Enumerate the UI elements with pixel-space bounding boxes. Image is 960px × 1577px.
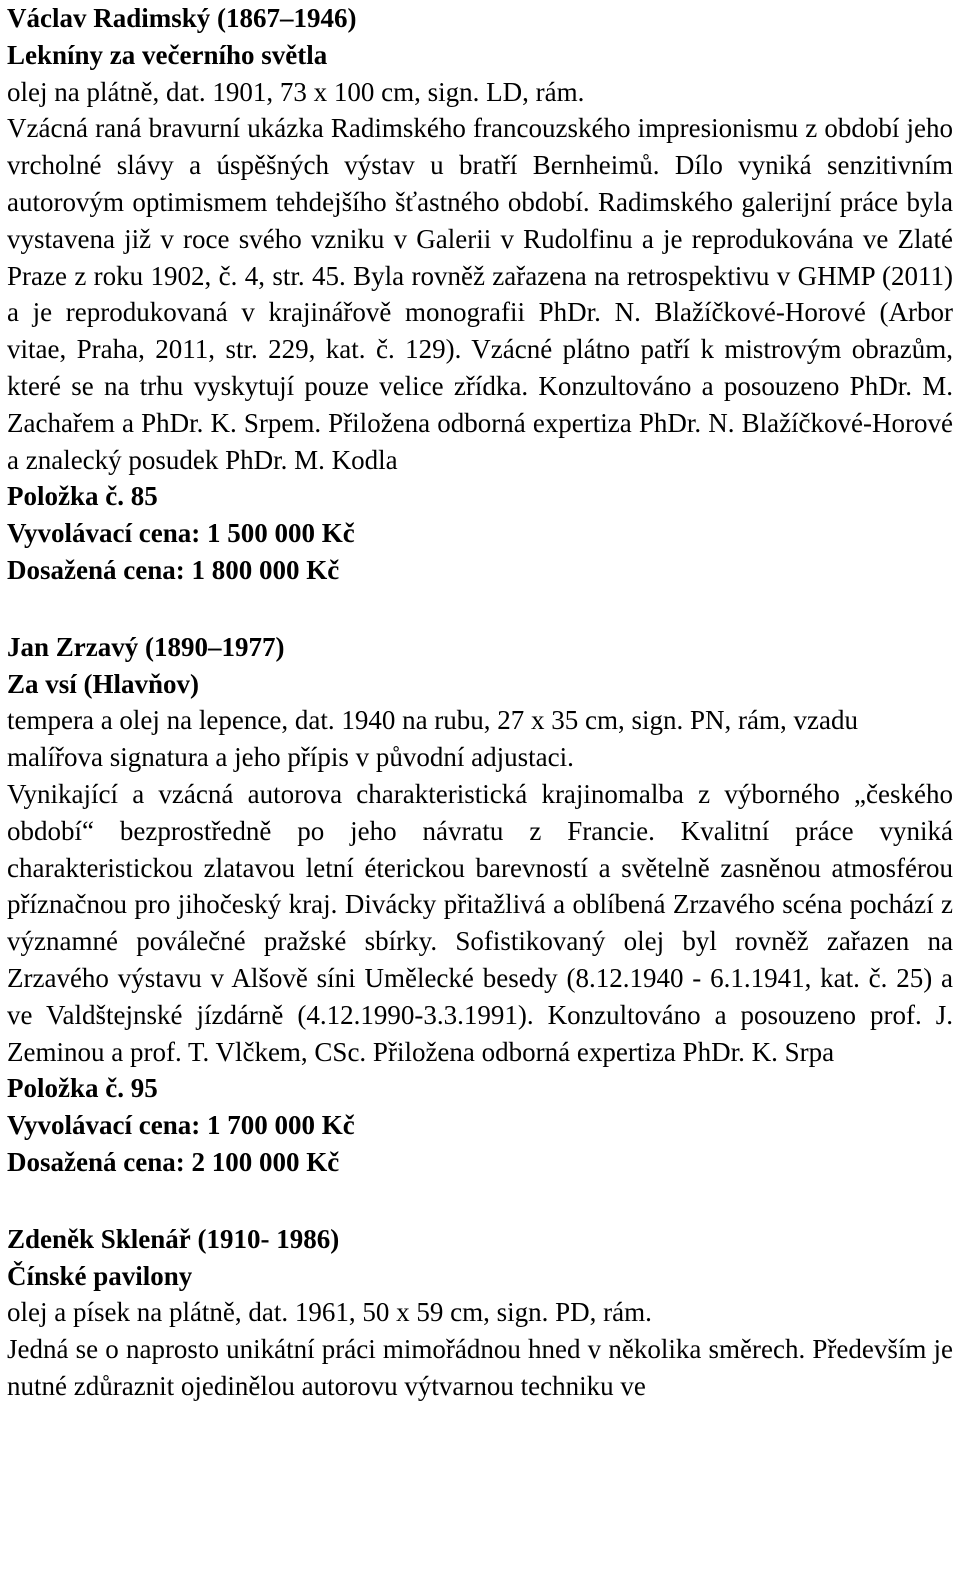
artwork-title: Čínské pavilony [7, 1260, 193, 1291]
catalog-entry-sklenar [7, 1221, 953, 1405]
lot-number: Položka č. 95 [7, 1073, 158, 1104]
artwork-medium: olej a písek na plátně, dat. 1961, 50 x 59 cm, sign. PD, rám. [7, 1297, 652, 1328]
final-price: Dosažená cena: 2 100 000 Kč [7, 1146, 340, 1177]
artwork-title: Za vsí (Hlavňov) [7, 668, 200, 699]
catalog-entry-radimsky [7, 0, 953, 589]
artwork-medium: olej na plátně, dat. 1901, 73 x 100 cm, sign. LD, rám. [7, 76, 585, 107]
lot-number: Položka č. 85 [7, 481, 158, 512]
artwork-title: Lekníny za večerního světla [7, 39, 328, 70]
artist-name: Jan Zrzavý (1890–1977) [7, 631, 285, 662]
artist-name: Zdeněk Sklenář (1910‐ 1986) [7, 1223, 340, 1254]
artwork-description: Jedná se o naprosto unikátní práci mimořádnou hned v několika směrech. Především je nutné zdůraznit ojedinělou autorovu výtvarnou techniku ve [7, 1334, 953, 1401]
artwork-description: Vzácná raná bravurní ukázka Radimského francouzského impresionismu z období jeho vrcholné slávy a úspěšných výstav u bratří Bernheimů. Dílo vyniká senzitivním autorovým optimismem tehdejšího šťastného období. Radimského galerijní práce byla vystavena již v roce svého vzniku v Galerii v Rudolfinu a je reprodukována ve Zlaté Praze z roku 1902, č. 4, str. 45. Byla rovněž zařazena na retrospektivu v GHMP (2011) a je reprodukovaná v krajinářově monografii PhDr. N. Blažíčkové-Horové (Arbor vitae, Praha, 2011, str. 229, kat. č. 129). Vzácné plátno patří k mistrovým obrazům, které se na trhu vyskytují pouze velice zřídka. Konzultováno a posouzeno PhDr. M. Zachařem a PhDr. K. Srpem. Přiložena odborná expertiza PhDr. N. Blažíčkové-Horové a znalecký posudek PhDr. M. Kodla [7, 113, 953, 475]
final-price: Dosažená cena: 1 800 000 Kč [7, 554, 340, 585]
catalog-entry-zrzavy [7, 629, 953, 1181]
artist-name: Václav Radimský (1867–1946) [7, 3, 357, 33]
starting-price: Vyvolávací cena: 1 700 000 Kč [7, 1110, 355, 1141]
starting-price: Vyvolávací cena: 1 500 000 Kč [7, 518, 355, 549]
artwork-description: Vynikající a vzácná autorova charakteristická krajinomalba z výborného „českého období“ bezprostředně po jeho návratu z Francie. Kvalitní práce vyniká charakteristickou zlatavou letní éterickou barevností a světelně zasněnou atmosférou příznačnou pro jihočeský kraj. Divácky přitažlivá a oblíbená Zrzavého scéna pochází z významné poválečné pražské sbírky. Sofistikovaný olej byl rovněž zařazen na Zrzavého výstavu v Alšově síni Umělecké besedy (8.12.1940 - 6.1.1941, kat. č. 25) a ve Valdštejnské jízdárně (4.12.1990-3.3.1991). Konzultováno a posouzeno prof. J. Zeminou a prof. T. Vlčkem, CSc. Přiložena odborná expertiza PhDr. K. Srpa [7, 778, 953, 1067]
artwork-medium: tempera a olej na lepence, dat. 1940 na rubu, 27 x 35 cm, sign. PN, rám, vzadu malířova signatura a jeho přípis v původní adjustaci. [7, 705, 859, 773]
